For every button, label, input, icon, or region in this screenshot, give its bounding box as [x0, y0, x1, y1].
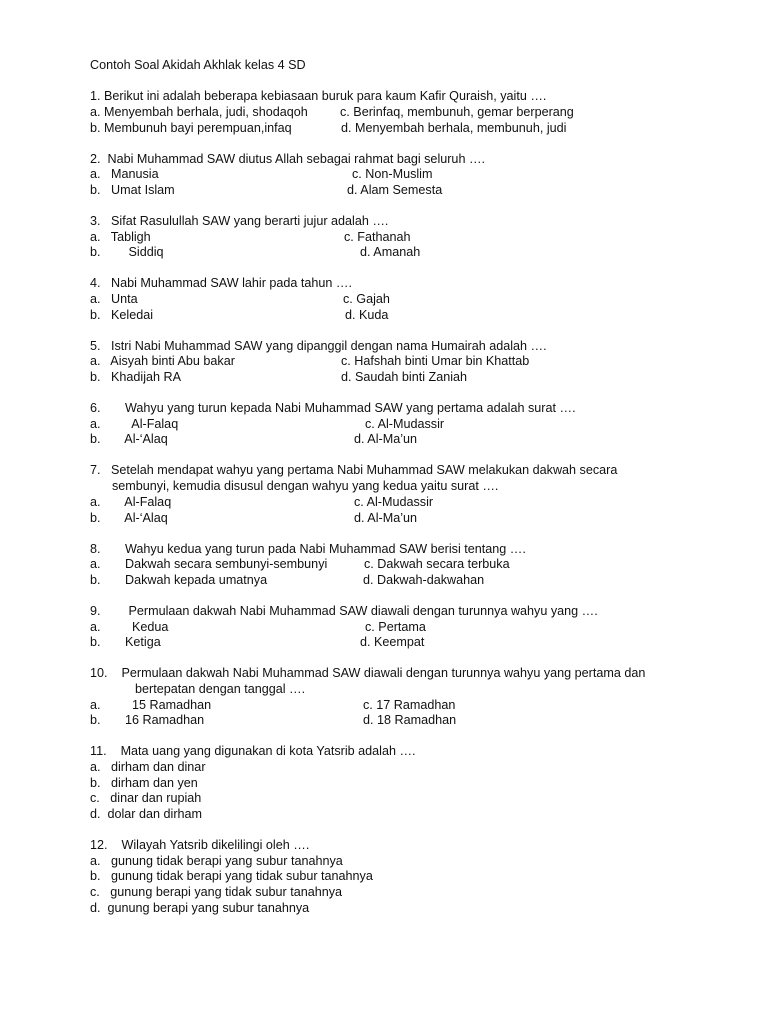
option-a: a. Al-Falaq [90, 494, 172, 509]
option-c: c. Berinfaq, membunuh, gemar berperang [340, 104, 574, 119]
question-stem: 8. Wahyu kedua yang turun pada Nabi Muhammad SAW berisi tentang …. [90, 541, 526, 556]
question-10 [90, 666, 750, 729]
option-c: c. Dakwah secara terbuka [364, 557, 510, 572]
option-a: a. Tabligh [90, 229, 151, 244]
option-b: b. Membunuh bayi perempuan,infaq [90, 120, 292, 135]
question-stem: 11. Mata uang yang digunakan di kota Yatsrib adalah …. [90, 744, 416, 759]
option-d: d. Saudah binti Zaniah [341, 370, 468, 385]
option-c: c. Hafshah binti Umar bin Khattab [341, 354, 530, 369]
option-a: a. gunung tidak berapi yang subur tanahnya [90, 853, 343, 868]
question-8 [90, 542, 750, 589]
question-7 [90, 463, 750, 526]
option-b: b. Khadijah RA [90, 370, 182, 385]
option-a: a. 15 Ramadhan [90, 697, 212, 712]
option-b: b. Umat Islam [90, 183, 175, 198]
question-stem: 1. Berikut ini adalah beberapa kebiasaan buruk para kaum Kafir Quraish, yaitu …. [90, 89, 547, 104]
option-d: d. gunung berapi yang subur tanahnya [90, 900, 310, 915]
option-d: d. Alam Semesta [347, 183, 443, 198]
option-c: c. dinar dan rupiah [90, 791, 202, 806]
question-stem: 10. Permulaan dakwah Nabi Muhammad SAW diawali dengan turunnya wahyu yang pertama dan [90, 666, 646, 681]
option-b: b. dirham dan yen [90, 775, 198, 790]
question-6 [90, 401, 750, 448]
option-b: b. Dakwah kepada umatnya [90, 572, 268, 587]
option-b: b. gunung tidak berapi yang tidak subur tanahnya [90, 869, 373, 884]
question-5 [90, 339, 750, 386]
option-a: a. Unta [90, 292, 138, 307]
question-4 [90, 276, 750, 323]
document-title: Contoh Soal Akidah Akhlak kelas 4 SD [90, 58, 306, 72]
option-b: b. Al-‘Alaq [90, 432, 168, 447]
option-d: d. 18 Ramadhan [363, 713, 457, 728]
option-d: d. Al-Ma’un [354, 510, 417, 525]
option-a: a. Dakwah secara sembunyi-sembunyi [90, 557, 328, 572]
question-3 [90, 214, 750, 261]
option-c: c. Al-Mudassir [365, 416, 445, 431]
question-stem: 12. Wilayah Yatsrib dikelilingi oleh …. [90, 838, 310, 852]
option-b: b. Al-‘Alaq [90, 510, 168, 525]
option-c: c. Non-Muslim [352, 167, 433, 182]
question-stem-continued: sembunyi, kemudia disusul dengan wahyu yang kedua yaitu surat …. [112, 479, 499, 494]
option-c: c. 17 Ramadhan [363, 697, 456, 712]
option-c: c. Pertama [365, 619, 426, 634]
option-d: d. Al-Ma’un [354, 432, 417, 447]
option-d: d. dolar dan dirham [90, 807, 203, 822]
option-c: c. Al-Mudassir [354, 494, 434, 509]
option-c: c. gunung berapi yang tidak subur tanahnya [90, 885, 343, 900]
option-a: a. Manusia [90, 167, 159, 182]
option-b: b. Ketiga [90, 635, 161, 650]
question-stem: 4. Nabi Muhammad SAW lahir pada tahun …. [90, 276, 353, 291]
option-a: a. Aisyah binti Abu bakar [90, 354, 235, 369]
option-d: d. Menyembah berhala, membunuh, judi [341, 120, 567, 135]
option-d: d. Dakwah-dakwahan [363, 572, 485, 587]
question-stem: 6. Wahyu yang turun kepada Nabi Muhammad SAW yang pertama adalah surat …. [90, 401, 576, 416]
option-b: b. Siddiq [90, 245, 164, 260]
option-b: b. 16 Ramadhan [90, 713, 205, 728]
option-d: d. Amanah [360, 245, 421, 260]
question-stem: 7. Setelah mendapat wahyu yang pertama Nabi Muhammad SAW melakukan dakwah secara [90, 463, 618, 478]
option-a: a. Menyembah berhala, judi, shodaqoh [90, 104, 308, 119]
option-d: d. Kuda [345, 307, 389, 322]
option-d: d. Keempat [360, 635, 425, 650]
option-a: a. dirham dan dinar [90, 759, 206, 774]
question-stem-continued: bertepatan dengan tanggal …. [135, 681, 306, 696]
option-b: b. Keledai [90, 307, 154, 322]
question-2 [90, 152, 750, 199]
question-stem: 5. Istri Nabi Muhammad SAW yang dipanggil dengan nama Humairah adalah …. [90, 338, 547, 353]
question-12 [90, 838, 750, 916]
option-a: a. Kedua [90, 619, 169, 634]
question-1 [90, 89, 750, 136]
question-stem: 9. Permulaan dakwah Nabi Muhammad SAW diawali dengan turunnya wahyu yang …. [90, 603, 598, 618]
question-9 [90, 604, 750, 651]
question-stem: 2. Nabi Muhammad SAW diutus Allah sebagai rahmat bagi seluruh …. [90, 151, 486, 166]
question-11 [90, 744, 750, 822]
option-c: c. Fathanah [344, 229, 411, 244]
document-page [90, 58, 750, 932]
option-a: a. Al-Falaq [90, 416, 179, 431]
question-stem: 3. Sifat Rasulullah SAW yang berarti jujur adalah …. [90, 214, 389, 229]
option-c: c. Gajah [343, 292, 390, 307]
